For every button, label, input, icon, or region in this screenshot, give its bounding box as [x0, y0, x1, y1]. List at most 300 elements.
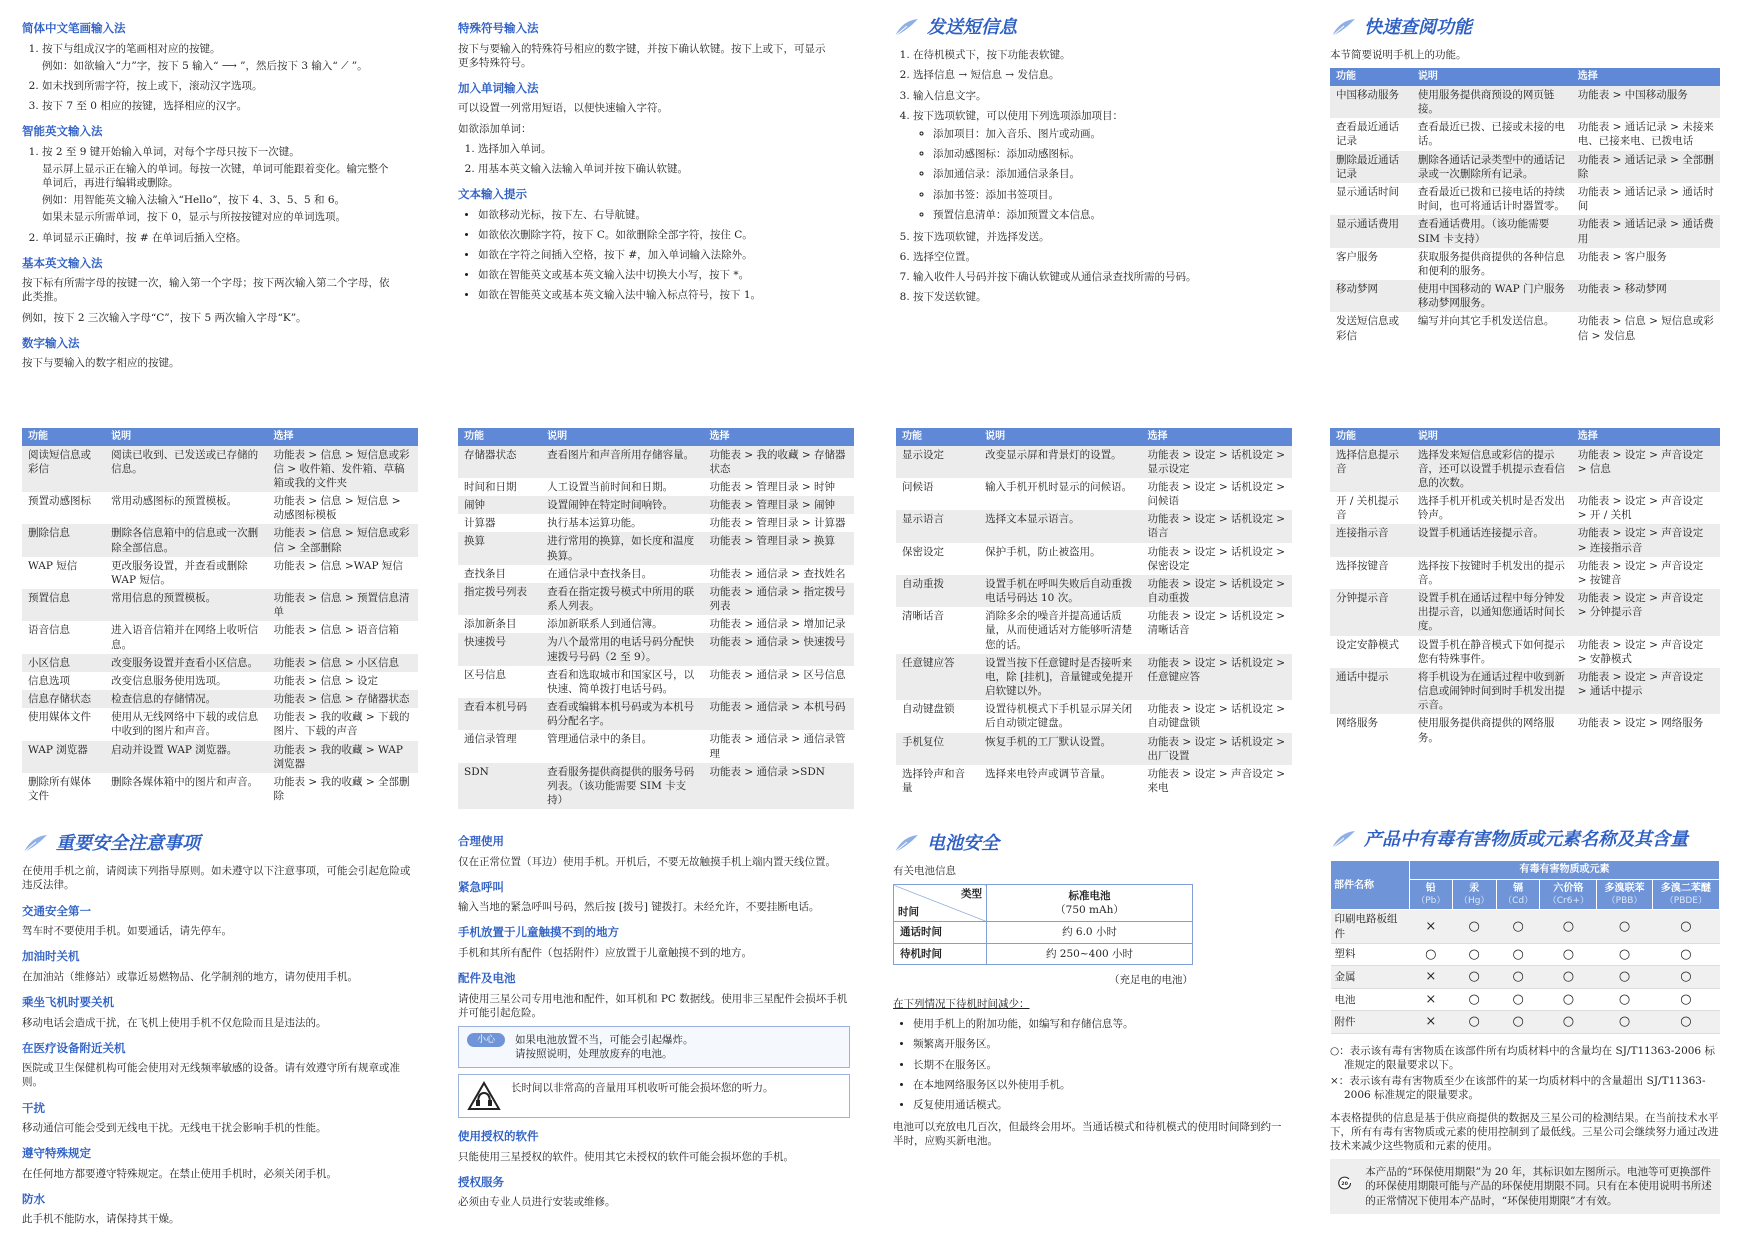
row-description: 选择手机开机或关机时是否发出铃声。 [1412, 492, 1572, 524]
row-description: 使用从无线网络中下载的或信息中收到的图片和声音。 [105, 708, 267, 740]
row-description: 查看最近已拨、已接或未接的电话。 [1412, 118, 1572, 150]
substance-mark: ○ [1597, 1011, 1652, 1034]
substance-mark: × [1410, 988, 1453, 1011]
row-description: 在通信录中查找条目。 [541, 565, 703, 583]
row-selection: 功能表 > 设定 > 话机设定 > 保密设定 [1142, 543, 1292, 575]
row-selection: 功能表 > 通话记录 > 全部删除 [1572, 151, 1720, 183]
table-row [896, 510, 1292, 542]
send-step-2: 2. 选择信息 → 短信息 → 发信息。 [913, 68, 1263, 82]
row-function: 通信录管理 [458, 730, 541, 762]
row-description: 为八个最常用的电话号码分配快速拨号号码（2 至 9）。 [541, 633, 703, 665]
safety-section-title: 在医疗设备附近关机 [22, 1040, 126, 1055]
row-function: 换算 [458, 532, 541, 564]
row-description: 启动并设置 WAP 浏览器。 [105, 741, 267, 773]
num-p: 按下与要输入的数字相应的按键。 [22, 357, 180, 370]
row-function: 中国移动服务 [1330, 86, 1412, 118]
standby-time-label: 待机时间 [894, 943, 987, 964]
tips-title: 文本输入提示 [458, 187, 527, 202]
proper-use-title: 合理使用 [458, 834, 504, 848]
table-row [22, 492, 418, 524]
feather-icon [893, 18, 919, 38]
substance-name: 多溴联苯 [1604, 882, 1645, 894]
table-row [896, 575, 1292, 607]
service-title: 授权服务 [458, 1174, 504, 1189]
eco-period-number: 20 [1341, 1182, 1348, 1188]
standby-time-value: 约 250~400 小时 [987, 943, 1193, 964]
row-function: 信息存储状态 [22, 690, 105, 708]
table-row [22, 524, 418, 556]
table-row [22, 672, 418, 690]
row-description: 改变信息服务使用选项。 [105, 672, 267, 690]
table-row [896, 478, 1292, 510]
t9-title: 智能英文输入法 [22, 124, 103, 139]
table-row [1330, 280, 1720, 312]
row-description: 进行常用的换算，如长度和温度换算。 [541, 532, 703, 564]
col-select: 选择 [268, 428, 418, 446]
substance-mark: ○ [1540, 943, 1597, 966]
substance-mark: ○ [1496, 966, 1540, 989]
table-row [458, 478, 854, 496]
table-row [1330, 86, 1720, 118]
row-selection: 功能表 > 设定 > 话机设定 > 出厂设置 [1142, 733, 1292, 765]
substance-symbol: （Cd） [1503, 896, 1534, 907]
row-description: 设置当按下任意键时是否接听来电，除 [挂机]，音量键或免提开启软键以外。 [979, 654, 1141, 701]
table-row [1330, 557, 1720, 589]
word-title: 加入单词输入法 [458, 80, 539, 95]
row-function: WAP 短信 [22, 557, 105, 589]
substance-header [1410, 879, 1453, 910]
stroke-title: 简体中文笔画输入法 [22, 21, 126, 35]
sym-title: 特殊符号输入法 [458, 21, 539, 35]
reason-1: • 使用手机上的附加功能，如编写和存储信息等。 [913, 1017, 1289, 1031]
row-description: 设置待机模式下手机显示屏关闭后自动锁定键盘。 [979, 700, 1141, 732]
row-description: 将手机设为在通话过程中收到新信息或闹钟时间到时手机发出提示音。 [1412, 668, 1572, 715]
panel-send-sms [893, 16, 1263, 313]
row-description: 选择按下按键时手机发出的提示音。 [1412, 557, 1572, 589]
row-function: 语音信息 [22, 621, 105, 653]
table-row [458, 666, 854, 698]
substance-mark: ○ [1452, 943, 1496, 966]
row-selection: 功能表 > 信息 > 存储器状态 [268, 690, 418, 708]
col-func: 功能 [22, 428, 105, 446]
send-step-5: 5. 按下选项软键，并选择发送。 [913, 230, 1263, 244]
standby-reasons [893, 1017, 1289, 1112]
part-name: 印刷电路板组件 [1331, 910, 1410, 943]
safety-section-title: 遵守特殊规定 [22, 1146, 91, 1161]
col-desc: 说明 [1412, 68, 1572, 86]
table-row [1330, 118, 1720, 150]
substance-mark: ○ [1452, 966, 1496, 989]
word-p1: 可以设置一列常用短语，以便快速输入字符。 [458, 102, 668, 115]
feather-icon [1330, 18, 1356, 38]
accessories-text: 请使用三星公司专用电池和配件，如耳机和 PC 数据线。使用非三星配件会损坏手机并可能引起危险。 [458, 992, 848, 1019]
row-selection: 功能表 > 设定 > 声音设定 > 来电 [1142, 765, 1292, 797]
send-sms-steps [893, 48, 1263, 304]
table-row [22, 621, 418, 653]
row-function: 小区信息 [22, 654, 105, 672]
row-function: 使用媒体文件 [22, 708, 105, 740]
row-selection: 功能表 > 通信录 > 查找姓名 [704, 565, 854, 583]
emergency-title: 紧急呼叫 [458, 879, 504, 894]
row-description: 删除各通话记录类型中的通话记录或一次删除所有记录。 [1412, 151, 1572, 183]
send-options [913, 127, 1263, 222]
safety-section-text: 驾车时不要使用手机。如要通话，请先停车。 [22, 925, 232, 938]
send-step-6: 6. 选择空位置。 [913, 250, 1263, 264]
row-function: 任意键应答 [896, 654, 979, 701]
panel-symbols [458, 10, 828, 310]
row-description: 设置手机通话连接提示音。 [1412, 524, 1572, 556]
substance-mark: ○ [1540, 966, 1597, 989]
caution-line-1: 如果电池放置不当，可能会引起爆炸。 [515, 1033, 694, 1046]
send-step-1: 1. 在待机模式下，按下功能表软键。 [913, 48, 1263, 62]
col-func: 功能 [1330, 68, 1412, 86]
row-function: 指定拨号列表 [458, 583, 541, 615]
table-row [1331, 910, 1720, 943]
row-function: 显示语言 [896, 510, 979, 542]
tip-1: • 如欲移动光标，按下左、右导航键。 [478, 208, 828, 222]
children-title: 手机放置于儿童触摸不到的地方 [458, 925, 619, 940]
quick-ref-intro: 本节简要说明手机上的功能。 [1330, 49, 1467, 62]
table-row [896, 607, 1292, 654]
row-selection: 功能表 > 管理目录 > 换算 [704, 532, 854, 564]
hazard-para: 本表格提供的信息是基于供应商提供的数据及三星公司的检测结果。在当前技术水平下，所有有毒有害物质或元素的使用控制到了最低线。三星公司会继续努力通过改进技术来减少这些物质和元素的使用。 [1330, 1111, 1719, 1152]
row-function: 显示通话时间 [1330, 183, 1412, 215]
substance-mark: ○ [1652, 910, 1719, 943]
substance-name: 六价铬 [1553, 882, 1584, 894]
word-item-1: 1. 选择加入单词。 [478, 142, 828, 156]
table-row [458, 583, 854, 615]
row-function: 保密设定 [896, 543, 979, 575]
row-function: 预置动感图标 [22, 492, 105, 524]
panel-table-messages [22, 428, 418, 805]
substance-mark: × [1410, 966, 1453, 989]
row-function: 选择铃声和音量 [896, 765, 979, 797]
row-function: 开 / 关机提示音 [1330, 492, 1412, 524]
row-function: 问候语 [896, 478, 979, 510]
safety-section-text: 医院或卫生保健机构可能会使用对无线频率敏感的设备。请有效遵守所有规章或准则。 [22, 1062, 400, 1089]
table-row [1330, 492, 1720, 524]
row-function: 阅读短信息或彩信 [22, 446, 105, 493]
substance-mark: ○ [1540, 910, 1597, 943]
caution-badge: 小心 [467, 1033, 505, 1047]
table-row [458, 496, 854, 514]
talk-time-value: 约 6.0 小时 [987, 922, 1193, 943]
children-text: 手机和其所有配件（包括附件）应放置于儿童触摸不到的地方。 [458, 946, 752, 959]
row-selection: 功能表 > 管理目录 > 闹钟 [704, 496, 854, 514]
row-selection: 功能表 > 移动梦网 [1572, 280, 1720, 312]
send-sms-title: 发送短信息 [927, 17, 1017, 38]
tip-5: • 如欲在智能英文或基本英文输入法中输入标点符号，按下 1。 [478, 288, 828, 302]
battery-charged-note: （充足电的电池） [1109, 973, 1193, 986]
substance-mark: ○ [1597, 910, 1652, 943]
table-row [458, 532, 854, 564]
substance-name: 汞 [1469, 882, 1480, 894]
send-option-3: ◦ 添加通信录：添加通信录条目。 [933, 167, 1263, 181]
feather-icon [893, 834, 919, 854]
safety-section-title: 干扰 [22, 1100, 45, 1115]
panel-battery [893, 832, 1289, 1154]
row-selection: 功能表 > 信息 > 语音信箱 [268, 621, 418, 653]
panel-table-sound [1330, 428, 1720, 747]
row-selection: 功能表 > 设定 > 网络服务 [1572, 714, 1720, 746]
hazard-heading [1330, 828, 1720, 852]
row-function: 查找条目 [458, 565, 541, 583]
substance-header [1597, 879, 1652, 910]
emergency-text: 输入当地的紧急呼叫号码，然后按 [拨号] 键拨打。未经允许，不要挂断电话。 [458, 901, 820, 914]
eco-period-logo [1338, 1165, 1351, 1201]
hazard-group-header: 有毒有害物质或元素 [1410, 861, 1720, 880]
row-selection: 功能表 > 设定 > 声音设定 > 安静模式 [1572, 636, 1720, 668]
substance-mark: ○ [1652, 988, 1719, 1011]
table-row [458, 730, 854, 762]
row-selection: 功能表 > 通信录 > 区号信息 [704, 666, 854, 698]
standby-reduce-title: 在下列情况下待机时间减少： [893, 997, 1030, 1010]
safety-sections [22, 904, 414, 1227]
row-selection: 功能表 > 设定 > 声音设定 > 通话中提示 [1572, 668, 1720, 715]
row-description: 查看通话费用。（该功能需要 SIM 卡支持） [1412, 215, 1572, 247]
row-description: 输入手机开机时显示的问候语。 [979, 478, 1141, 510]
warning-triangle-icon [467, 1081, 501, 1111]
row-selection: 功能表 > 信息 > 小区信息 [268, 654, 418, 672]
table-row [1330, 668, 1720, 715]
tip-2: • 如欲依次删除字符，按下 C。如欲删除全部字符，按住 C。 [478, 228, 828, 242]
substance-header [1452, 879, 1496, 910]
substance-mark: ○ [1597, 988, 1652, 1011]
col-select: 选择 [1572, 68, 1720, 86]
row-selection: 功能表 > 管理目录 > 计算器 [704, 514, 854, 532]
caution-line-2: 请按照说明，处理放废弃的电池。 [515, 1048, 673, 1061]
table-row [458, 633, 854, 665]
safety-section-title: 交通安全第一 [22, 903, 91, 918]
row-function: 删除所有媒体文件 [22, 773, 105, 805]
row-selection: 功能表 > 设定 > 声音设定 > 连接指示音 [1572, 524, 1720, 556]
part-name: 塑料 [1331, 943, 1410, 966]
licensed-software-text: 只能使用三星授权的软件。使用其它未授权的软件可能会损坏您的手机。 [458, 1150, 794, 1163]
table-row [22, 589, 418, 621]
safety-section-title: 加油时关机 [22, 949, 80, 964]
service-text: 必须由专业人员进行安装或维修。 [458, 1196, 616, 1209]
row-description: 选择来电铃声或调节音量。 [979, 765, 1141, 797]
col-select: 选择 [704, 428, 854, 446]
stroke-item-2: 2. 如未找到所需字符，按上或下，滚动汉字选项。 [42, 79, 392, 93]
row-function: 手机复位 [896, 733, 979, 765]
stroke-example: 例如：如欲输入“力”字，按下 5 输入“ ⟶ ”，然后按下 3 输入“ ⟋ ”。 [42, 59, 368, 72]
substance-mark: ○ [1452, 988, 1496, 1011]
row-function: 预置信息 [22, 589, 105, 621]
table-row [896, 543, 1292, 575]
safety-heading [22, 832, 414, 856]
substance-mark: × [1410, 1011, 1453, 1034]
row-selection: 功能表 > 设定 > 声音设定 > 分钟提示音 [1572, 589, 1720, 636]
row-selection: 功能表 > 通信录 > 指定拨号列表 [704, 583, 854, 615]
send-option-5: ◦ 预置信息清单：添加预置文本信息。 [933, 208, 1263, 222]
send-step-3: 3. 输入信息文字。 [913, 89, 1263, 103]
t9-sub-1: 显示屏上显示正在输入的单词。每按一次键，单词可能跟着变化。输完整个单词后，再进行编辑或删除。 [42, 162, 389, 190]
substance-name: 镉 [1513, 882, 1524, 894]
row-function: 区号信息 [458, 666, 541, 698]
word-list [458, 142, 828, 176]
substance-mark: ○ [1540, 1011, 1597, 1034]
row-selection: 功能表 > 设定 > 话机设定 > 清晰话音 [1142, 607, 1292, 654]
table-row [22, 446, 418, 493]
row-function: 显示通话费用 [1330, 215, 1412, 247]
row-selection: 功能表 > 通信录 > 本机号码 [704, 698, 854, 730]
row-function: 时间和日期 [458, 478, 541, 496]
table-row [896, 733, 1292, 765]
reason-2: • 频繁离开服务区。 [913, 1037, 1289, 1051]
row-function: 显示设定 [896, 446, 979, 478]
substance-name: 多溴二苯醚 [1660, 882, 1711, 894]
stroke-item-1: 按下与组成汉字的笔画相对应的按键。 [42, 42, 221, 55]
send-step-7: 7. 输入收件人号码并按下确认软键或从通信录查找所需的号码。 [913, 270, 1263, 284]
row-description: 改变服务设置并查看小区信息。 [105, 654, 267, 672]
table-row [458, 514, 854, 532]
row-description: 消除多余的噪音并提高通话质量，从而使通话对方能够听清楚您的话。 [979, 607, 1141, 654]
row-description: 使用中国移动的 WAP 门户服务移动梦网服务。 [1412, 280, 1572, 312]
table-row [896, 446, 1292, 478]
row-description: 常用动感图标的预置模板。 [105, 492, 267, 524]
row-function: 删除信息 [22, 524, 105, 556]
stroke-list [22, 42, 392, 114]
safety-section-text: 移动电话会造成干扰，在飞机上使用手机不仅危险而且是违法的。 [22, 1016, 327, 1029]
part-name: 金属 [1331, 966, 1410, 989]
row-description: 选择发来短信息或彩信的提示音，还可以设置手机提示查看信息的次数。 [1412, 446, 1572, 493]
feather-icon [22, 834, 48, 854]
row-selection: 功能表 > 管理目录 > 时钟 [704, 478, 854, 496]
phone-settings-table [896, 428, 1292, 797]
row-function: 存储器状态 [458, 446, 541, 478]
safety-section-text: 此手机不能防水，请保持其干燥。 [22, 1213, 180, 1226]
col-func: 功能 [1330, 428, 1412, 446]
table-row [896, 700, 1292, 732]
row-selection: 功能表 > 通信录 >SDN [704, 763, 854, 810]
row-function: 客户服务 [1330, 248, 1412, 280]
row-function: 信息选项 [22, 672, 105, 690]
row-function: 选择信息提示音 [1330, 446, 1412, 493]
row-selection: 功能表 > 设定 > 声音设定 > 按键音 [1572, 557, 1720, 589]
row-selection: 功能表 > 信息 > 短信息或彩信 > 全部删除 [268, 524, 418, 556]
hearing-warning-box [458, 1074, 850, 1118]
substance-mark: ○ [1652, 1011, 1719, 1034]
row-description: 查看在指定拨号模式中所用的联系人列表。 [541, 583, 703, 615]
table-row [1331, 1011, 1720, 1034]
row-description: 添加新联系人到通信簿。 [541, 615, 703, 633]
row-description: 阅读已收到、已发送或已存储的信息。 [105, 446, 267, 493]
battery-footer: 电池可以充放电几百次，但最终会用坏。当通话模式和待机模式的使用时间降到约一半时，应购买新电池。 [893, 1121, 1282, 1148]
abc-p2: 例如，按下 2 三次输入字母“C”，按下 5 两次输入字母“K”。 [22, 311, 307, 324]
substance-symbol: （PBDE） [1664, 896, 1707, 907]
col-func: 功能 [896, 428, 979, 446]
row-description: 保护手机，防止被盗用。 [979, 543, 1141, 575]
row-function: 发送短信息或彩信 [1330, 312, 1412, 344]
table-row [22, 654, 418, 672]
row-selection: 功能表 > 我的收藏 > 全部删除 [268, 773, 418, 805]
note-x: ×：表示该有毒有害物质至少在该部件的某一均质材料中的含量超出 SJ/T11363-2006 标准规定的限量要求。 [1330, 1075, 1706, 1102]
battery-capacity: （750 mAh） [1055, 904, 1124, 917]
row-description: 执行基本运算功能。 [541, 514, 703, 532]
row-function: 查看最近通话记录 [1330, 118, 1412, 150]
row-selection: 功能表 > 我的收藏 > 下载的图片、下载的声音 [268, 708, 418, 740]
reason-4: • 在本地网络服务区以外使用手机。 [913, 1078, 1289, 1092]
substance-mark: ○ [1410, 943, 1453, 966]
quick-ref-table [1330, 68, 1720, 344]
row-function: 选择按键音 [1330, 557, 1412, 589]
sound-table [1330, 428, 1720, 747]
safety-section-text: 移动通信可能会受到无线电干扰。无线电干扰会影响手机的性能。 [22, 1122, 327, 1135]
row-selection: 功能表 > 设定 > 话机设定 > 任意键应答 [1142, 654, 1292, 701]
table-row [1330, 312, 1720, 344]
row-function: 连接指示音 [1330, 524, 1412, 556]
table-row [458, 615, 854, 633]
battery-table-corner [894, 885, 987, 922]
battery-time-label: 时间 [898, 906, 919, 919]
row-function: 分钟提示音 [1330, 589, 1412, 636]
battery-standard: 标准电池 [1068, 890, 1111, 903]
word-item-2: 2. 用基本英文输入法输入单词并按下确认软键。 [478, 162, 828, 176]
table-row [1330, 446, 1720, 493]
part-name: 附件 [1331, 1011, 1410, 1034]
row-description: 获取服务提供商提供的各种信息和便利的服务。 [1412, 248, 1572, 280]
num-title: 数字输入法 [22, 335, 80, 350]
row-description: 编写并向其它手机发送信息。 [1412, 312, 1572, 344]
row-description: 更改服务设置，并查看或删除 WAP 短信。 [105, 557, 267, 589]
substance-symbol: （PBB） [1606, 896, 1643, 907]
organizer-table [458, 428, 854, 809]
row-selection: 功能表 > 我的收藏 > 存储器状态 [704, 446, 854, 478]
word-p2: 如欲添加单词： [458, 122, 532, 135]
row-selection: 功能表 > 客户服务 [1572, 248, 1720, 280]
reason-3: • 长期不在服务区。 [913, 1058, 1289, 1072]
row-description: 查看和选取城市和国家区号，以快速、简单拨打电话号码。 [541, 666, 703, 698]
row-selection: 功能表 > 设定 > 声音设定 > 信息 [1572, 446, 1720, 493]
row-function: 计算器 [458, 514, 541, 532]
row-function: 通话中提示 [1330, 668, 1412, 715]
substance-mark: ○ [1597, 943, 1652, 966]
battery-intro: 有关电池信息 [893, 865, 956, 878]
col-desc: 说明 [979, 428, 1141, 446]
row-description: 改变显示屏和背景灯的设置。 [979, 446, 1141, 478]
row-description: 管理通信录中的条目。 [541, 730, 703, 762]
note-o: ○：表示该有毒有害物质在该部件所有均质材料中的含量均在 SJ/T11363-2006 标准规定的限量要求以下。 [1330, 1044, 1715, 1072]
col-desc: 说明 [105, 428, 267, 446]
substance-symbol: （Hg） [1458, 896, 1490, 907]
substance-symbol: （Pb） [1416, 896, 1446, 907]
table-row [1330, 151, 1720, 183]
row-selection: 功能表 > 信息 > 短信息 > 动感图标模板 [268, 492, 418, 524]
table-row [22, 690, 418, 708]
substance-header [1652, 879, 1719, 910]
col-desc: 说明 [1412, 428, 1572, 446]
panel-table-organizer [458, 428, 854, 809]
table-row [896, 654, 1292, 701]
row-description: 常用信息的预置模板。 [105, 589, 267, 621]
panel-safety [22, 832, 414, 1233]
battery-heading [893, 832, 1289, 856]
col-select: 选择 [1142, 428, 1292, 446]
row-selection: 功能表 > 我的收藏 > WAP 浏览器 [268, 741, 418, 773]
safety-section-title: 乘坐飞机时要关机 [22, 995, 114, 1010]
row-description: 查看或编辑本机号码或为本机号码分配名字。 [541, 698, 703, 730]
table-row [458, 698, 854, 730]
table-row [1331, 988, 1720, 1011]
accessories-title: 配件及电池 [458, 971, 516, 986]
substance-mark: ○ [1652, 966, 1719, 989]
row-selection: 功能表 > 信息 > 设定 [268, 672, 418, 690]
row-selection: 功能表 > 通信录 > 快速拨号 [704, 633, 854, 665]
table-row [1330, 215, 1720, 247]
col-select: 选择 [1572, 428, 1720, 446]
send-option-4: ◦ 添加书签：添加书签项目。 [933, 188, 1263, 202]
